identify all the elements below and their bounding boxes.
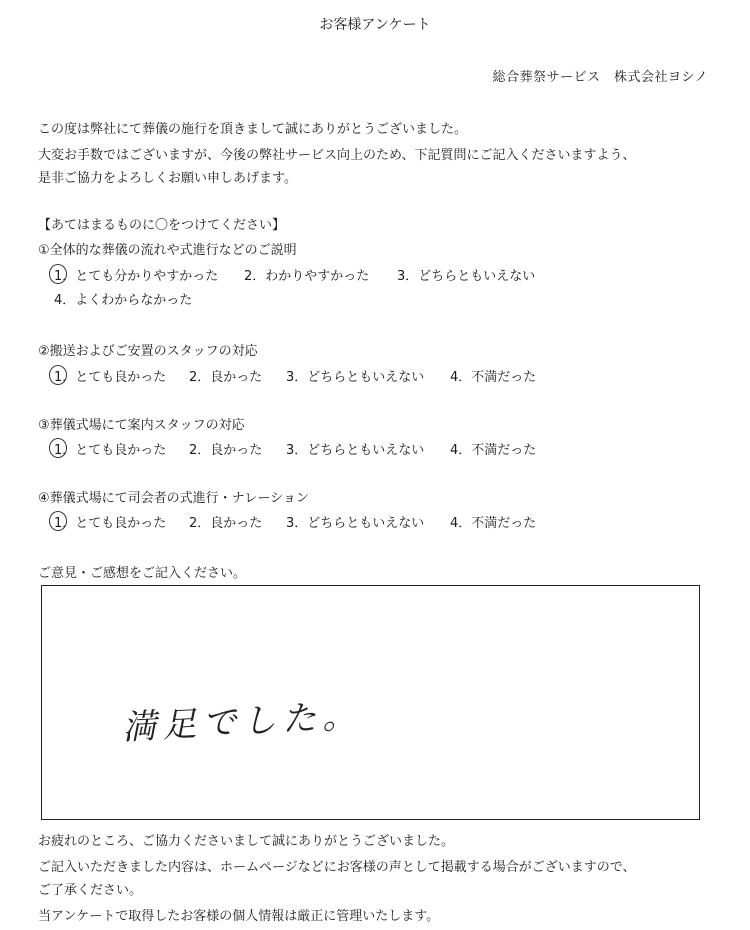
answer-option[interactable]: 1．とても良かった: [54, 370, 167, 385]
answer-option[interactable]: 1．とても良かった: [54, 443, 167, 458]
answer-option[interactable]: 4．よくわからなかった: [54, 293, 193, 308]
question-label: ③葬儀式場にて案内スタッフの対応: [38, 418, 245, 433]
intro-line: 大変お手数ではございますが、今後の弊社サービス向上のため、下記質問にご記入くださいますよう、: [38, 148, 636, 163]
handwritten-comment: 満足でした。: [121, 695, 364, 749]
answer-option[interactable]: 3．どちらともいえない: [286, 370, 425, 385]
answer-option[interactable]: 4．不満だった: [450, 516, 537, 531]
instruction: 【あてはまるものに〇をつけてください】: [38, 218, 286, 233]
question-label: ①全体的な葬儀の流れや式進行などのご説明: [38, 243, 297, 258]
intro-line: 是非ご協力をよろしくお願い申しあげます。: [38, 171, 297, 186]
answer-option[interactable]: 3．どちらともいえない: [286, 443, 425, 458]
company-name: 総合葬祭サービス 株式会社ヨシノ: [492, 70, 708, 85]
footer-line: お疲れのところ、ご協力くださいまして誠にありがとうございました。: [38, 834, 455, 849]
footer-line: ご了承ください。: [38, 883, 143, 898]
intro-line: この度は弊社にて葬儀の施行を頂きまして誠にありがとうございました。: [38, 122, 468, 137]
page-title: お客様アンケート: [319, 17, 431, 33]
answer-option[interactable]: 2．良かった: [189, 516, 263, 531]
answer-option[interactable]: 2．わかりやすかった: [244, 269, 370, 284]
answer-option[interactable]: 1．とても良かった: [54, 516, 167, 531]
comment-box[interactable]: [41, 585, 700, 820]
footer-line: ご記入いただきました内容は、ホームページなどにお客様の声として掲載する場合がございますので、: [38, 860, 636, 875]
answer-option[interactable]: 4．不満だった: [450, 443, 537, 458]
comments-label: ご意見・ご感想をご記入ください。: [38, 566, 247, 581]
answer-option[interactable]: 2．良かった: [189, 443, 263, 458]
answer-option[interactable]: 4．不満だった: [450, 370, 537, 385]
answer-option[interactable]: 2．良かった: [189, 370, 263, 385]
answer-option[interactable]: 1．とても分かりやすかった: [54, 269, 219, 284]
question-label: ②搬送およびご安置のスタッフの対応: [38, 344, 258, 359]
footer-line: 当アンケートで取得したお客様の個人情報は厳正に管理いたします。: [38, 909, 440, 924]
question-label: ④葬儀式場にて司会者の式進行・ナレーション: [38, 491, 309, 506]
answer-option[interactable]: 3．どちらともいえない: [397, 269, 536, 284]
answer-option[interactable]: 3．どちらともいえない: [286, 516, 425, 531]
